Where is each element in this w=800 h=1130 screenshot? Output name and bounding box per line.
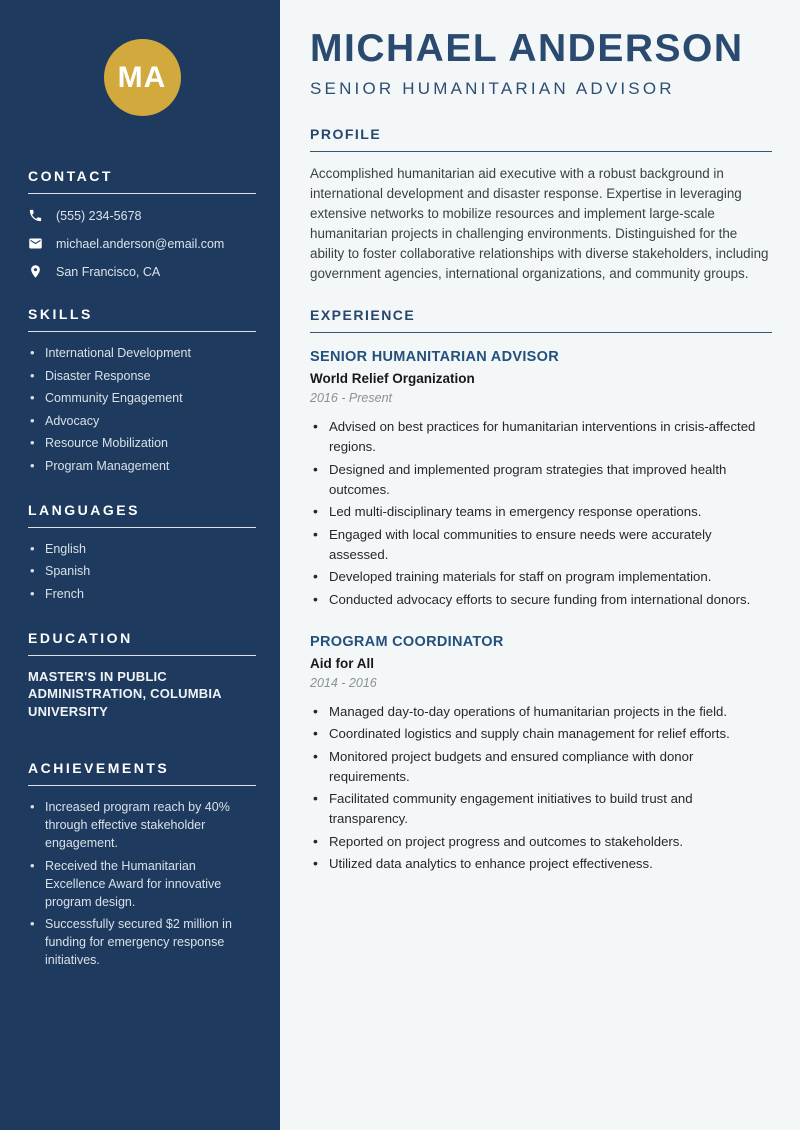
achievement-item: • Increased program reach by 40% through effective stakeholder engagement. (28, 798, 256, 852)
skill-item: • Community Engagement (28, 389, 256, 407)
job-bullet: • Utilized data analytics to enhance project effectiveness. (310, 854, 772, 874)
education-heading: EDUCATION (28, 630, 256, 656)
job-bullet: • Designed and implemented program strategies that improved health outcomes. (310, 460, 772, 500)
skill-item: • Advocacy (28, 412, 256, 430)
education-section (28, 630, 256, 721)
language-item: • French (28, 585, 256, 603)
skill-item: • Disaster Response (28, 367, 256, 385)
job-bullet: • Led multi-disciplinary teams in emergency response operations. (310, 502, 772, 522)
achievement-item: • Successfully secured $2 million in funding for emergency response initiatives. (28, 915, 256, 969)
job-dates: 2014 - 2016 (310, 675, 377, 690)
job-bullet: • Developed training materials for staff on program implementation. (310, 567, 772, 587)
avatar-wrap (28, 39, 256, 116)
job-bullet: • Facilitated community engagement initiatives to build trust and transparency. (310, 789, 772, 829)
contact-row-phone (28, 208, 256, 223)
achievements-list (28, 798, 256, 969)
job-bullet: • Advised on best practices for humanitarian interventions in crisis-affected regions. (310, 417, 772, 457)
location-value: San Francisco, CA (56, 264, 161, 279)
email-value: michael.anderson@email.com (56, 236, 225, 251)
profile-text: Accomplished humanitarian aid executive with a robust background in international development and disaster response. Expertise in leveraging extensive networks to mobilize resources and implement large-scale humanitarian projects in challenging environments. Distinguished for the ability to foster collaborative relationships with diverse stakeholders, including government agencies, international organizations, and community groups. (310, 166, 769, 281)
person-name: MICHAEL ANDERSON (310, 27, 744, 70)
language-item: • English (28, 540, 256, 558)
job-title: PROGRAM COORDINATOR (310, 633, 504, 650)
experience-heading: EXPERIENCE (310, 307, 772, 333)
person-title: SENIOR HUMANITARIAN ADVISOR (310, 79, 675, 98)
job-bullet: • Conducted advocacy efforts to secure funding from international donors. (310, 590, 772, 610)
profile-section (310, 126, 772, 284)
job-entry (310, 349, 772, 610)
job-title: SENIOR HUMANITARIAN ADVISOR (310, 349, 559, 365)
experience-section (310, 307, 772, 874)
skills-heading: SKILLS (28, 306, 256, 332)
job-entry (310, 634, 772, 875)
job-bullets (310, 417, 772, 610)
phone-value: (555) 234-5678 (56, 208, 142, 223)
contact-heading: CONTACT (28, 168, 256, 194)
contact-row-location (28, 264, 256, 279)
job-bullet: • Engaged with local communities to ensure needs were accurately assessed. (310, 525, 772, 565)
phone-icon (28, 208, 43, 223)
profile-heading: PROFILE (310, 126, 772, 152)
job-company: Aid for All (310, 655, 374, 671)
job-bullet: • Managed day-to-day operations of humanitarian projects in the field. (310, 702, 772, 722)
skills-section (28, 306, 256, 475)
location-icon (28, 264, 43, 279)
languages-section (28, 502, 256, 603)
contact-list (28, 208, 256, 279)
skill-item: • International Development (28, 344, 256, 362)
job-bullets (310, 702, 772, 875)
achievements-heading: ACHIEVEMENTS (28, 760, 256, 786)
language-item: • Spanish (28, 562, 256, 580)
job-bullet: • Coordinated logistics and supply chain management for relief efforts. (310, 724, 772, 744)
skill-item: • Program Management (28, 457, 256, 475)
job-bullet: • Monitored project budgets and ensured compliance with donor requirements. (310, 747, 772, 787)
main-content (280, 0, 800, 1130)
skill-item: • Resource Mobilization (28, 434, 256, 452)
avatar: MA (104, 39, 181, 116)
job-dates: 2016 - Present (310, 391, 392, 405)
sidebar (0, 0, 280, 1130)
education-degree: MASTER'S IN PUBLIC ADMINISTRATION, COLUMBIA UNIVERSITY (28, 668, 222, 719)
languages-heading: LANGUAGES (28, 502, 256, 528)
languages-list (28, 540, 256, 603)
contact-section (28, 168, 256, 279)
achievement-item: • Received the Humanitarian Excellence Award for innovative program design. (28, 857, 256, 911)
achievements-section (28, 760, 256, 969)
job-company: World Relief Organization (310, 371, 475, 386)
email-icon (28, 236, 43, 251)
contact-row-email (28, 236, 256, 251)
skills-list (28, 344, 256, 475)
job-bullet: • Reported on project progress and outcomes to stakeholders. (310, 832, 772, 852)
